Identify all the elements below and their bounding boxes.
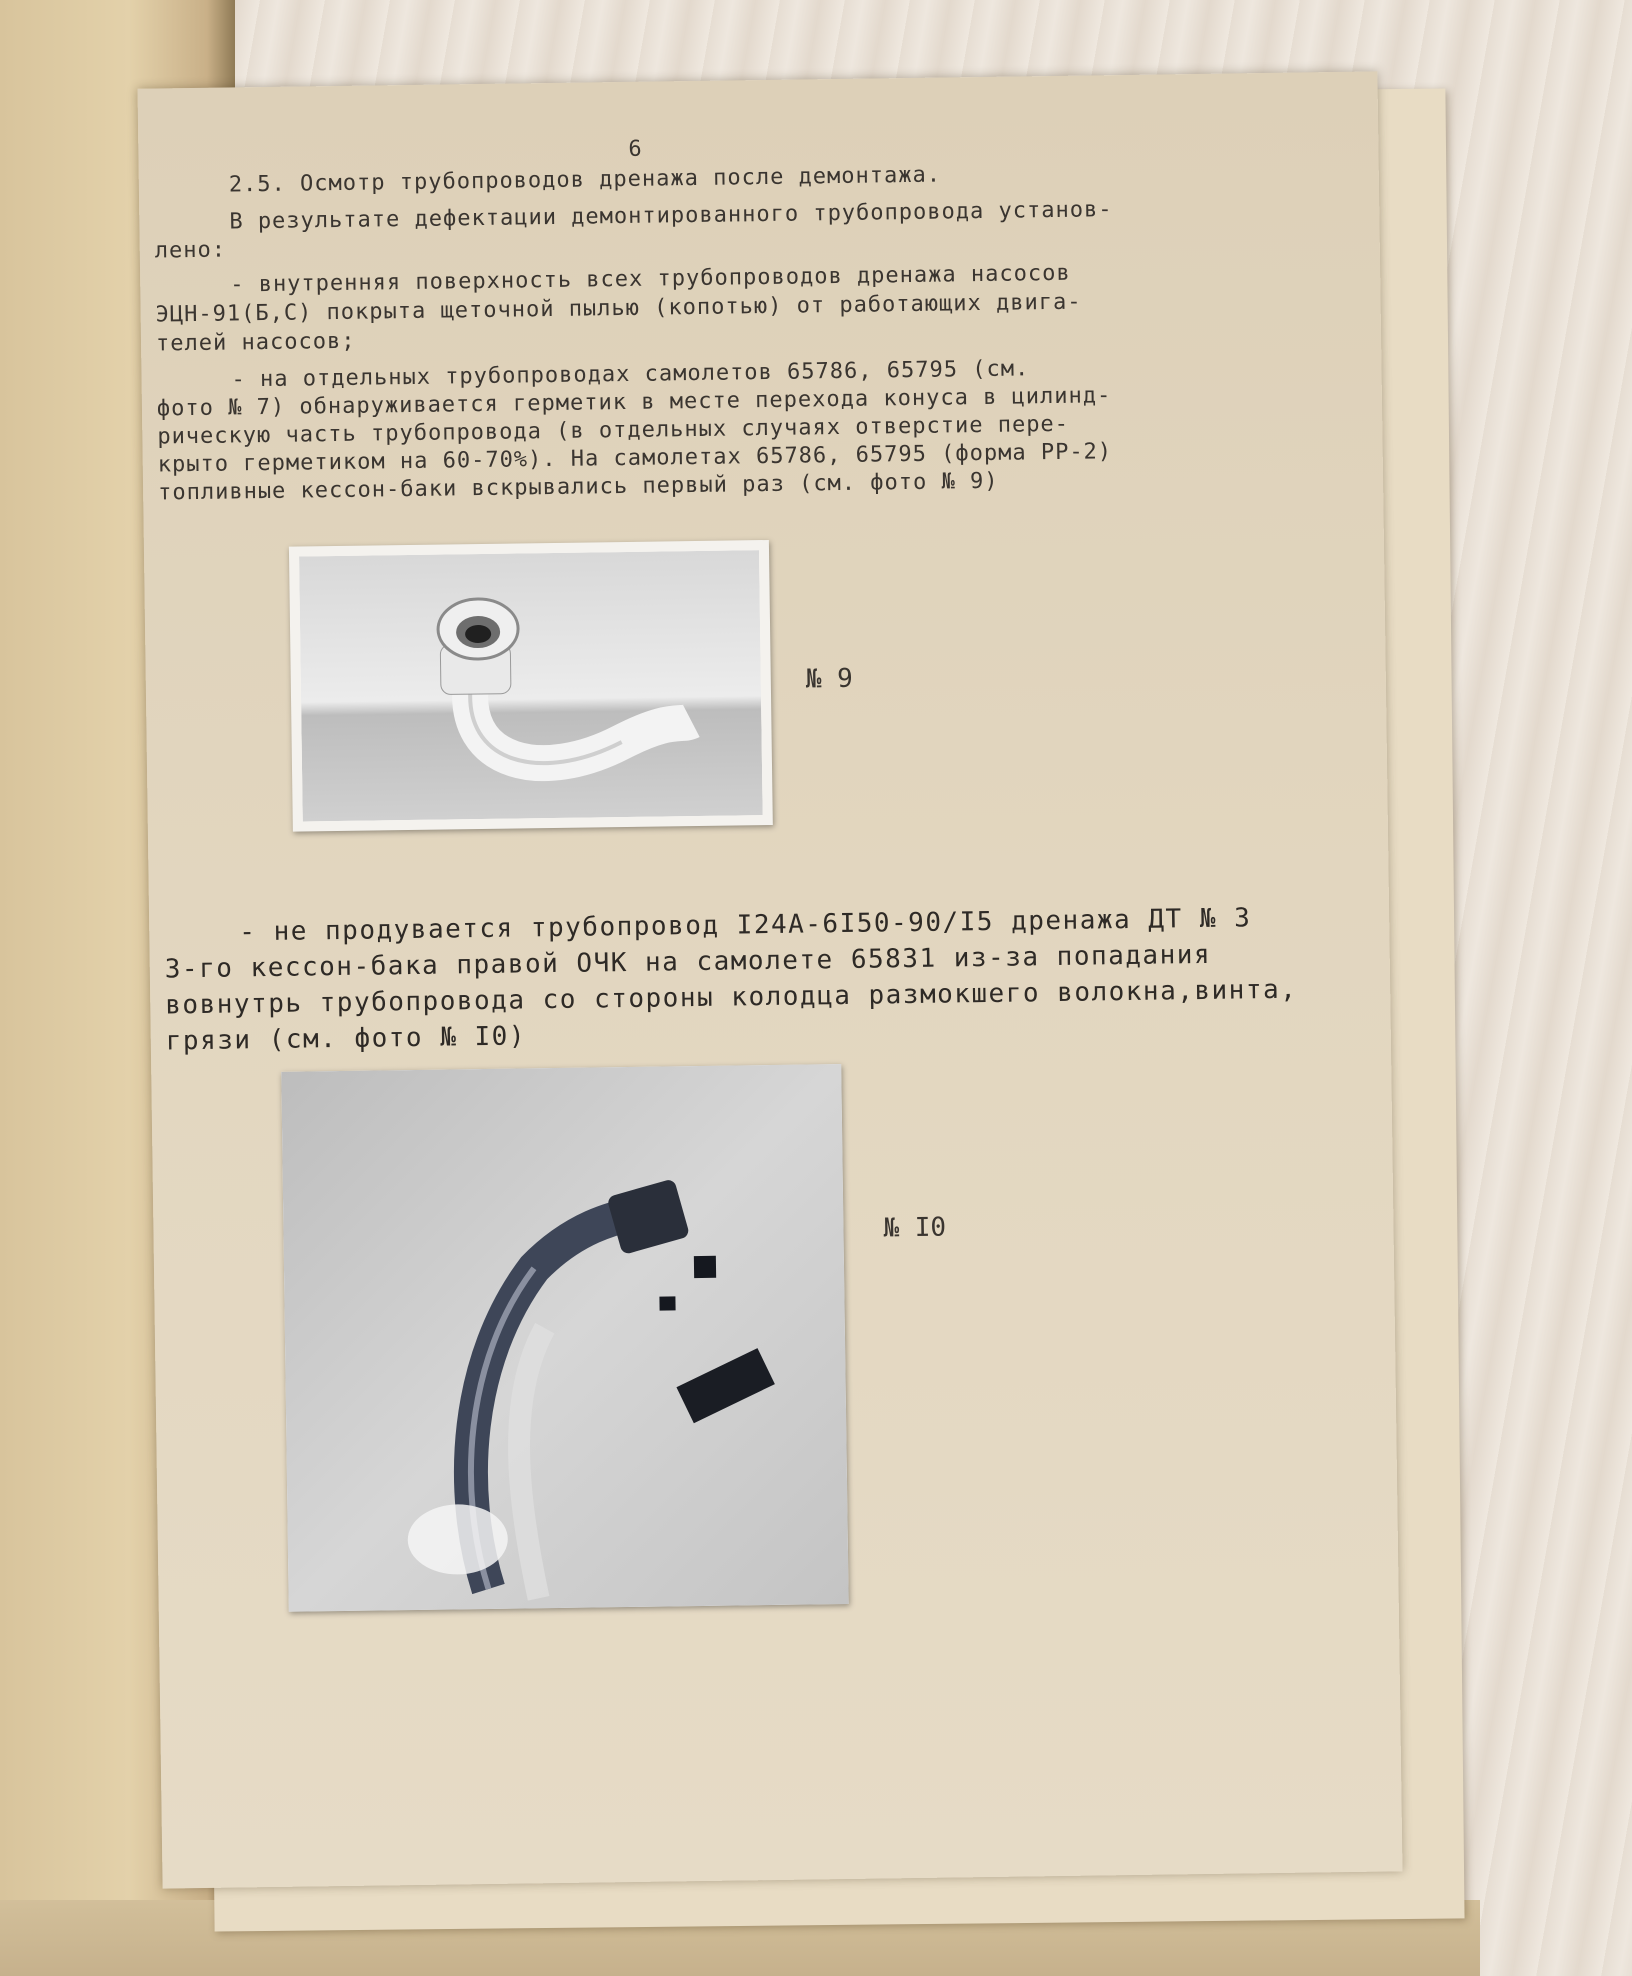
page-number: 6	[628, 136, 643, 162]
bullet-line: рическую часть трубопровода (в отдельных случаях отверстие пере-	[157, 411, 1070, 450]
paragraph-line: лено:	[154, 237, 227, 264]
bullet-line: крыто герметиком на 60-70%). На самолетах 65786, 65795 (форма РР-2)	[157, 439, 1113, 478]
bullet-line: - на отдельных трубопроводах самолетов 65786, 65795 (см.	[231, 356, 1030, 393]
bullet-line: фото № 7) обнаруживается герметик в месте перехода конуса в цилинд-	[156, 383, 1112, 422]
bullet-line: - внутренняя поверхность всех трубопроводов дренажа насосов	[230, 260, 1071, 298]
photo-10	[281, 1064, 848, 1612]
bullet-line: топливные кессон-баки вскрывались первый раз (см. фото № 9)	[157, 468, 999, 506]
bullet-line: 3-го кессон-бака правой ОЧК на самолете 65831 из-за попадания	[164, 939, 1212, 985]
paragraph-line: В результате дефектации демонтированного трубопровода установ-	[229, 197, 1113, 235]
photo-9	[289, 540, 773, 832]
photo-9-label: № 9	[805, 663, 853, 695]
bullet-line: ЭЦН-91(Б,С) покрыта щеточной пылью (копотью) от работающих двига-	[155, 289, 1082, 328]
bullet-line: телей насосов;	[155, 328, 356, 357]
photo-9-image	[299, 550, 763, 821]
photo-10-image	[281, 1064, 848, 1612]
bullet-line: - не продувается трубопровод I24A-6I50-90/I5 дренажа ДТ № 3	[239, 903, 1252, 948]
bullet-line: вовнутрь трубопровода со стороны колодца размокшего волокна,винта,	[165, 974, 1298, 1021]
document-page	[137, 71, 1402, 1888]
section-heading: 2.5. Осмотр трубопроводов дренажа после демонтажа.	[228, 162, 942, 198]
bullet-line: грязи (см. фото № I0)	[165, 1021, 527, 1057]
photo-10-label: № I0	[883, 1212, 947, 1244]
